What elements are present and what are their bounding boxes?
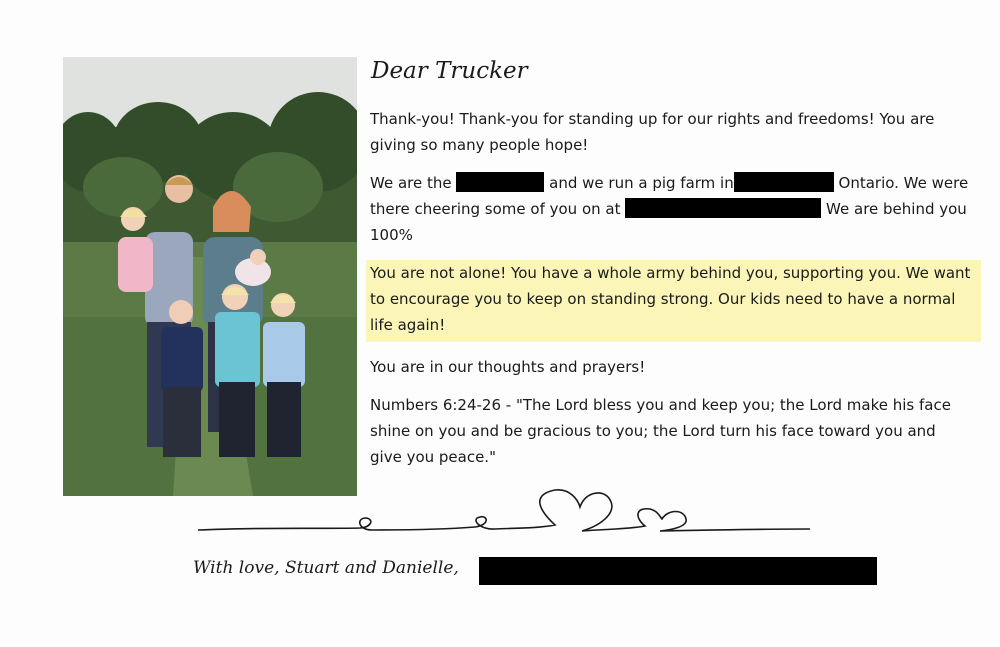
signature: With love, Stuart and Danielle, [193,558,459,578]
paragraph-encouragement [366,260,981,342]
redaction-box [479,557,877,585]
redaction-box [625,198,821,218]
about-us-text-3: Ontario. We were there cheering some of you on at [370,174,969,218]
family-photo [63,57,357,496]
about-us-text-4: We are behind you 100% [370,200,967,244]
redaction-box [734,172,834,192]
about-us-text-1: We are the [370,174,452,192]
heart-flourish [190,485,820,545]
paragraph-thanks [370,106,984,158]
greeting: Dear Trucker [371,58,528,84]
encouragement-text: You are not alone! You have a whole army behind you, supporting you. We want to encourage you to keep on standing strong. Our kids need to have a normal life again! [370,264,971,334]
paragraph-about-us [370,170,970,248]
paragraph-prayers: You are in our thoughts and prayers! [370,358,646,376]
redaction-box [456,172,544,192]
paragraph-thanks-text: Thank-you! Thank-you for standing up for our rights and freedoms! You are giving so many people hope! [370,110,935,154]
letter-body [370,50,990,482]
about-us-text-2: and we run a pig farm in [549,174,734,192]
paragraph-scripture: Numbers 6:24-26 - "The Lord bless you and keep you; the Lord make his face shine on you and be gracious to you; the Lord turn his face toward you and give you peace." [370,396,951,466]
